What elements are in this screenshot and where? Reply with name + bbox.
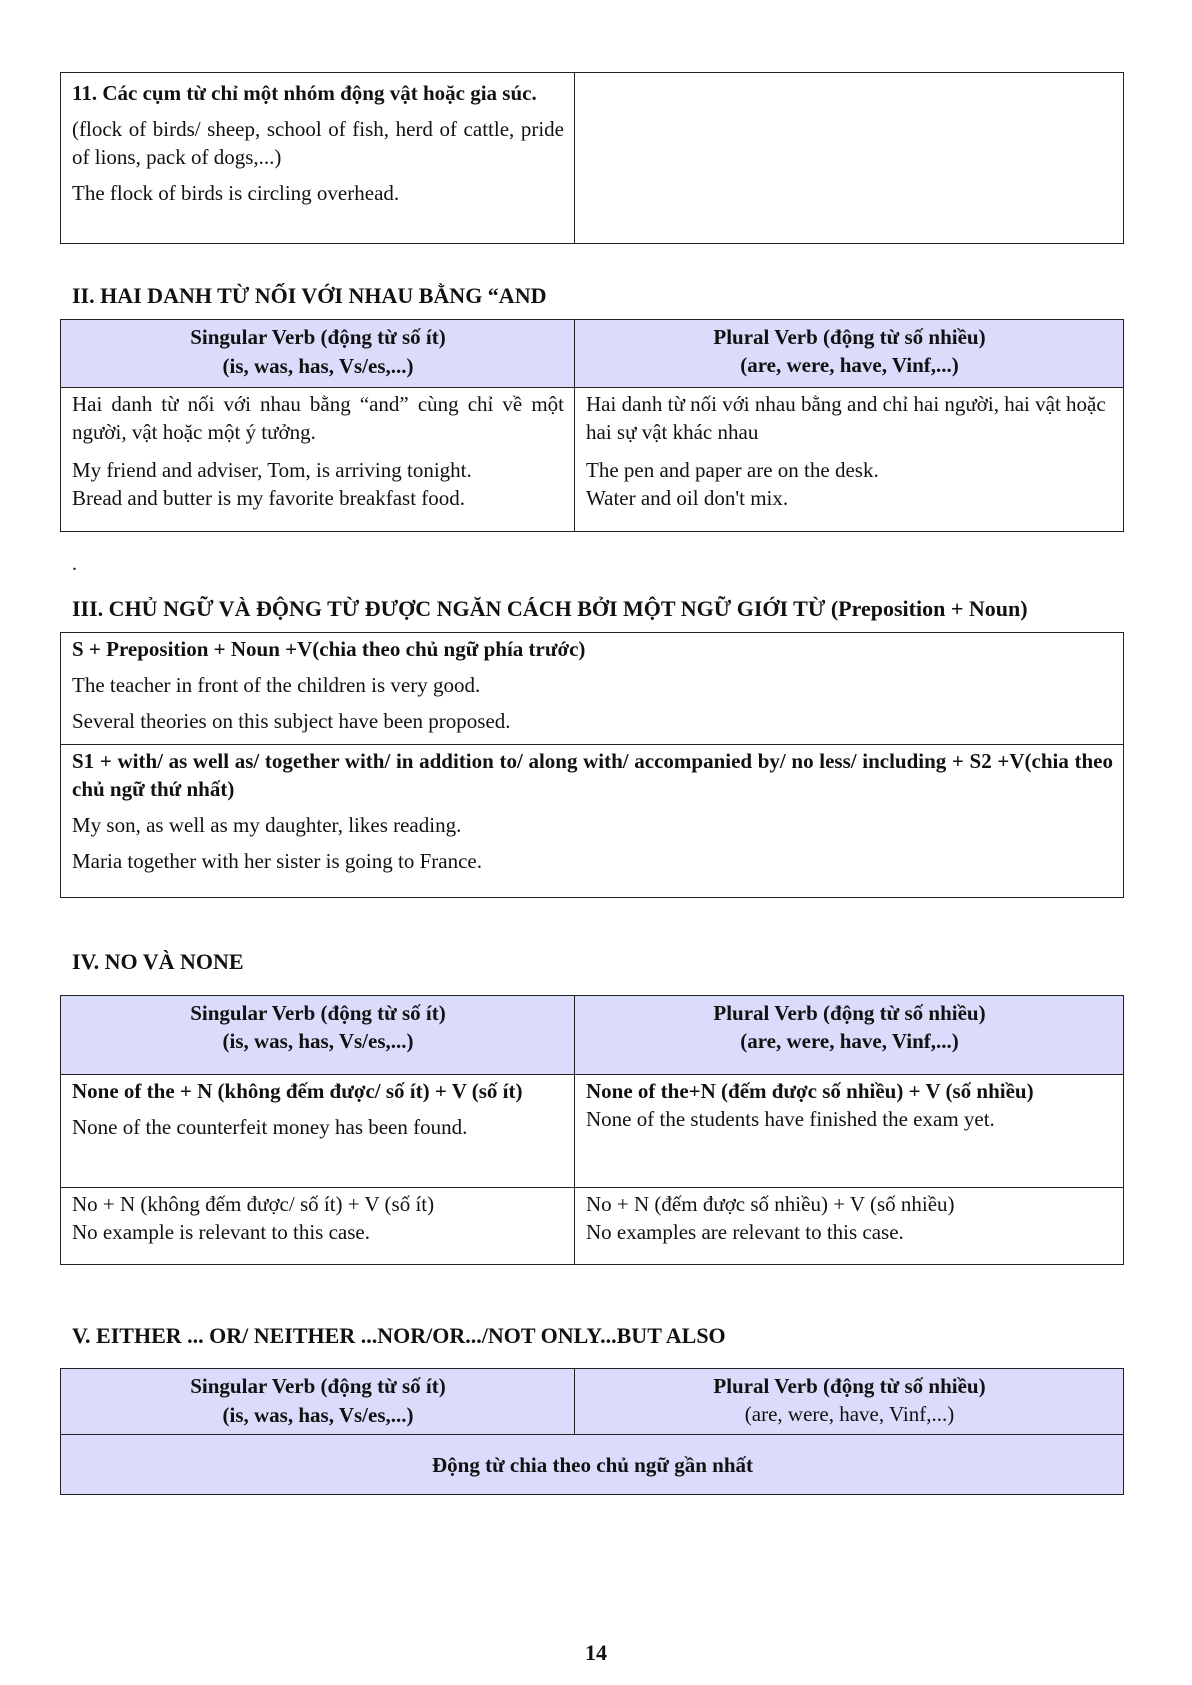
group-nouns-title: 11. Các cụm từ chỉ một nhóm động vật hoặc gia súc. — [72, 81, 537, 105]
no-singular-example: No example is relevant to this case. — [72, 1220, 370, 1244]
singular-header — [61, 1369, 575, 1435]
plural-example-1: The pen and paper are on the desk. — [586, 458, 879, 482]
none-plural-example: None of the students have finished the exam yet. — [586, 1107, 995, 1131]
section-2-heading: II. HAI DANH TỪ NỐI VỚI NHAU BẰNG “AND — [72, 283, 547, 308]
none-singular-rule: None of the + N (không đếm được/ số ít) + V (số ít) — [72, 1079, 523, 1103]
plural-header-examples: (are, were, have, Vinf,...) — [744, 1402, 955, 1426]
preposition-table — [60, 632, 1124, 898]
either-or-table — [60, 1368, 1124, 1495]
none-singular-example: None of the counterfeit money has been found. — [72, 1115, 468, 1139]
preposition-rule-2-example-2: Maria together with her sister is going to France. — [72, 849, 482, 873]
section-4-heading: IV. NO VÀ NONE — [72, 949, 244, 974]
no-plural-rule: No + N (đếm được số nhiều) + V (số nhiều) — [586, 1192, 955, 1216]
singular-header-examples: (is, was, has, Vs/es,...) — [222, 354, 414, 378]
plural-rule-cell — [575, 388, 1124, 532]
plural-header-examples: (are, were, have, Vinf,...) — [740, 353, 959, 377]
page-number: 14 — [585, 1640, 607, 1665]
singular-rule-cell — [61, 388, 575, 532]
preposition-rule-1-example-2: Several theories on this subject have been proposed. — [72, 709, 511, 733]
plural-header — [575, 996, 1124, 1075]
no-singular-cell — [61, 1188, 575, 1265]
group-nouns-example: The flock of birds is circling overhead. — [72, 181, 400, 205]
singular-header-title: Singular Verb (động từ số ít) — [190, 325, 446, 349]
section-3-heading: III. CHỦ NGỮ VÀ ĐỘNG TỪ ĐƯỢC NGĂN CÁCH BỞI MỘT NGỮ GIỚI TỪ (Preposition + Noun) — [72, 596, 1028, 621]
no-plural-cell — [575, 1188, 1124, 1265]
plural-header-title: Plural Verb (động từ số nhiều) — [713, 1001, 986, 1025]
plural-header-title: Plural Verb (động từ số nhiều) — [713, 1374, 986, 1398]
no-none-table — [60, 995, 1124, 1265]
group-nouns-table — [60, 72, 1124, 244]
none-singular-cell — [61, 1075, 575, 1188]
section-5-heading: V. EITHER ... OR/ NEITHER ...NOR/OR.../NOT ONLY...BUT ALSO — [72, 1323, 726, 1348]
plural-rule: Hai danh từ nối với nhau bằng and chỉ hai người, hai vật hoặc hai sự vật khác nhau — [586, 392, 1106, 444]
singular-header-title: Singular Verb (động từ số ít) — [190, 1374, 446, 1398]
preposition-rule-1-example-1: The teacher in front of the children is very good. — [72, 673, 481, 697]
preposition-rule-1: S + Preposition + Noun +V(chia theo chủ ngữ phía trước) — [72, 637, 586, 661]
none-plural-cell — [575, 1075, 1124, 1188]
no-singular-rule: No + N (không đếm được/ số ít) + V (số ít) — [72, 1192, 435, 1216]
preposition-rule-2-cell — [61, 745, 1124, 898]
singular-header-title: Singular Verb (động từ số ít) — [190, 1001, 446, 1025]
singular-example-2: Bread and butter is my favorite breakfast food. — [72, 486, 466, 510]
singular-header-examples: (is, was, has, Vs/es,...) — [222, 1403, 414, 1427]
singular-header — [61, 996, 575, 1075]
plural-header — [575, 1369, 1124, 1435]
plural-example-2: Water and oil don't mix. — [586, 486, 789, 510]
empty-cell — [575, 73, 1124, 244]
preposition-rule-2-example-1: My son, as well as my daughter, likes reading. — [72, 813, 462, 837]
and-nouns-table — [60, 319, 1124, 532]
singular-example-1: My friend and adviser, Tom, is arriving tonight. — [72, 458, 472, 482]
none-plural-rule: None of the+N (đếm được số nhiều) + V (số nhiều) — [586, 1079, 1034, 1103]
plural-header — [575, 320, 1124, 388]
no-plural-example: No examples are relevant to this case. — [586, 1220, 904, 1244]
singular-header — [61, 320, 575, 388]
singular-rule: Hai danh từ nối với nhau bằng “and” cùng chỉ về một người, vật hoặc một ý tưởng. — [72, 392, 564, 444]
preposition-rule-1-cell — [61, 633, 1124, 745]
plural-header-title: Plural Verb (động từ số nhiều) — [713, 325, 986, 349]
group-nouns-list: (flock of birds/ sheep, school of fish, herd of cattle, pride of lions, pack of dogs,...) — [72, 117, 564, 169]
closest-subject-rule: Động từ chia theo chủ ngữ gần nhất — [61, 1435, 1124, 1495]
stray-dot: . — [72, 553, 77, 575]
preposition-rule-2: S1 + with/ as well as/ together with/ in addition to/ along with/ accompanied by/ no less/ including + S2 +V(chia theo chủ ngữ thứ nhất) — [72, 749, 1113, 801]
group-nouns-cell — [61, 73, 575, 244]
singular-header-examples: (is, was, has, Vs/es,...) — [222, 1029, 414, 1053]
plural-header-examples: (are, were, have, Vinf,...) — [740, 1029, 959, 1053]
